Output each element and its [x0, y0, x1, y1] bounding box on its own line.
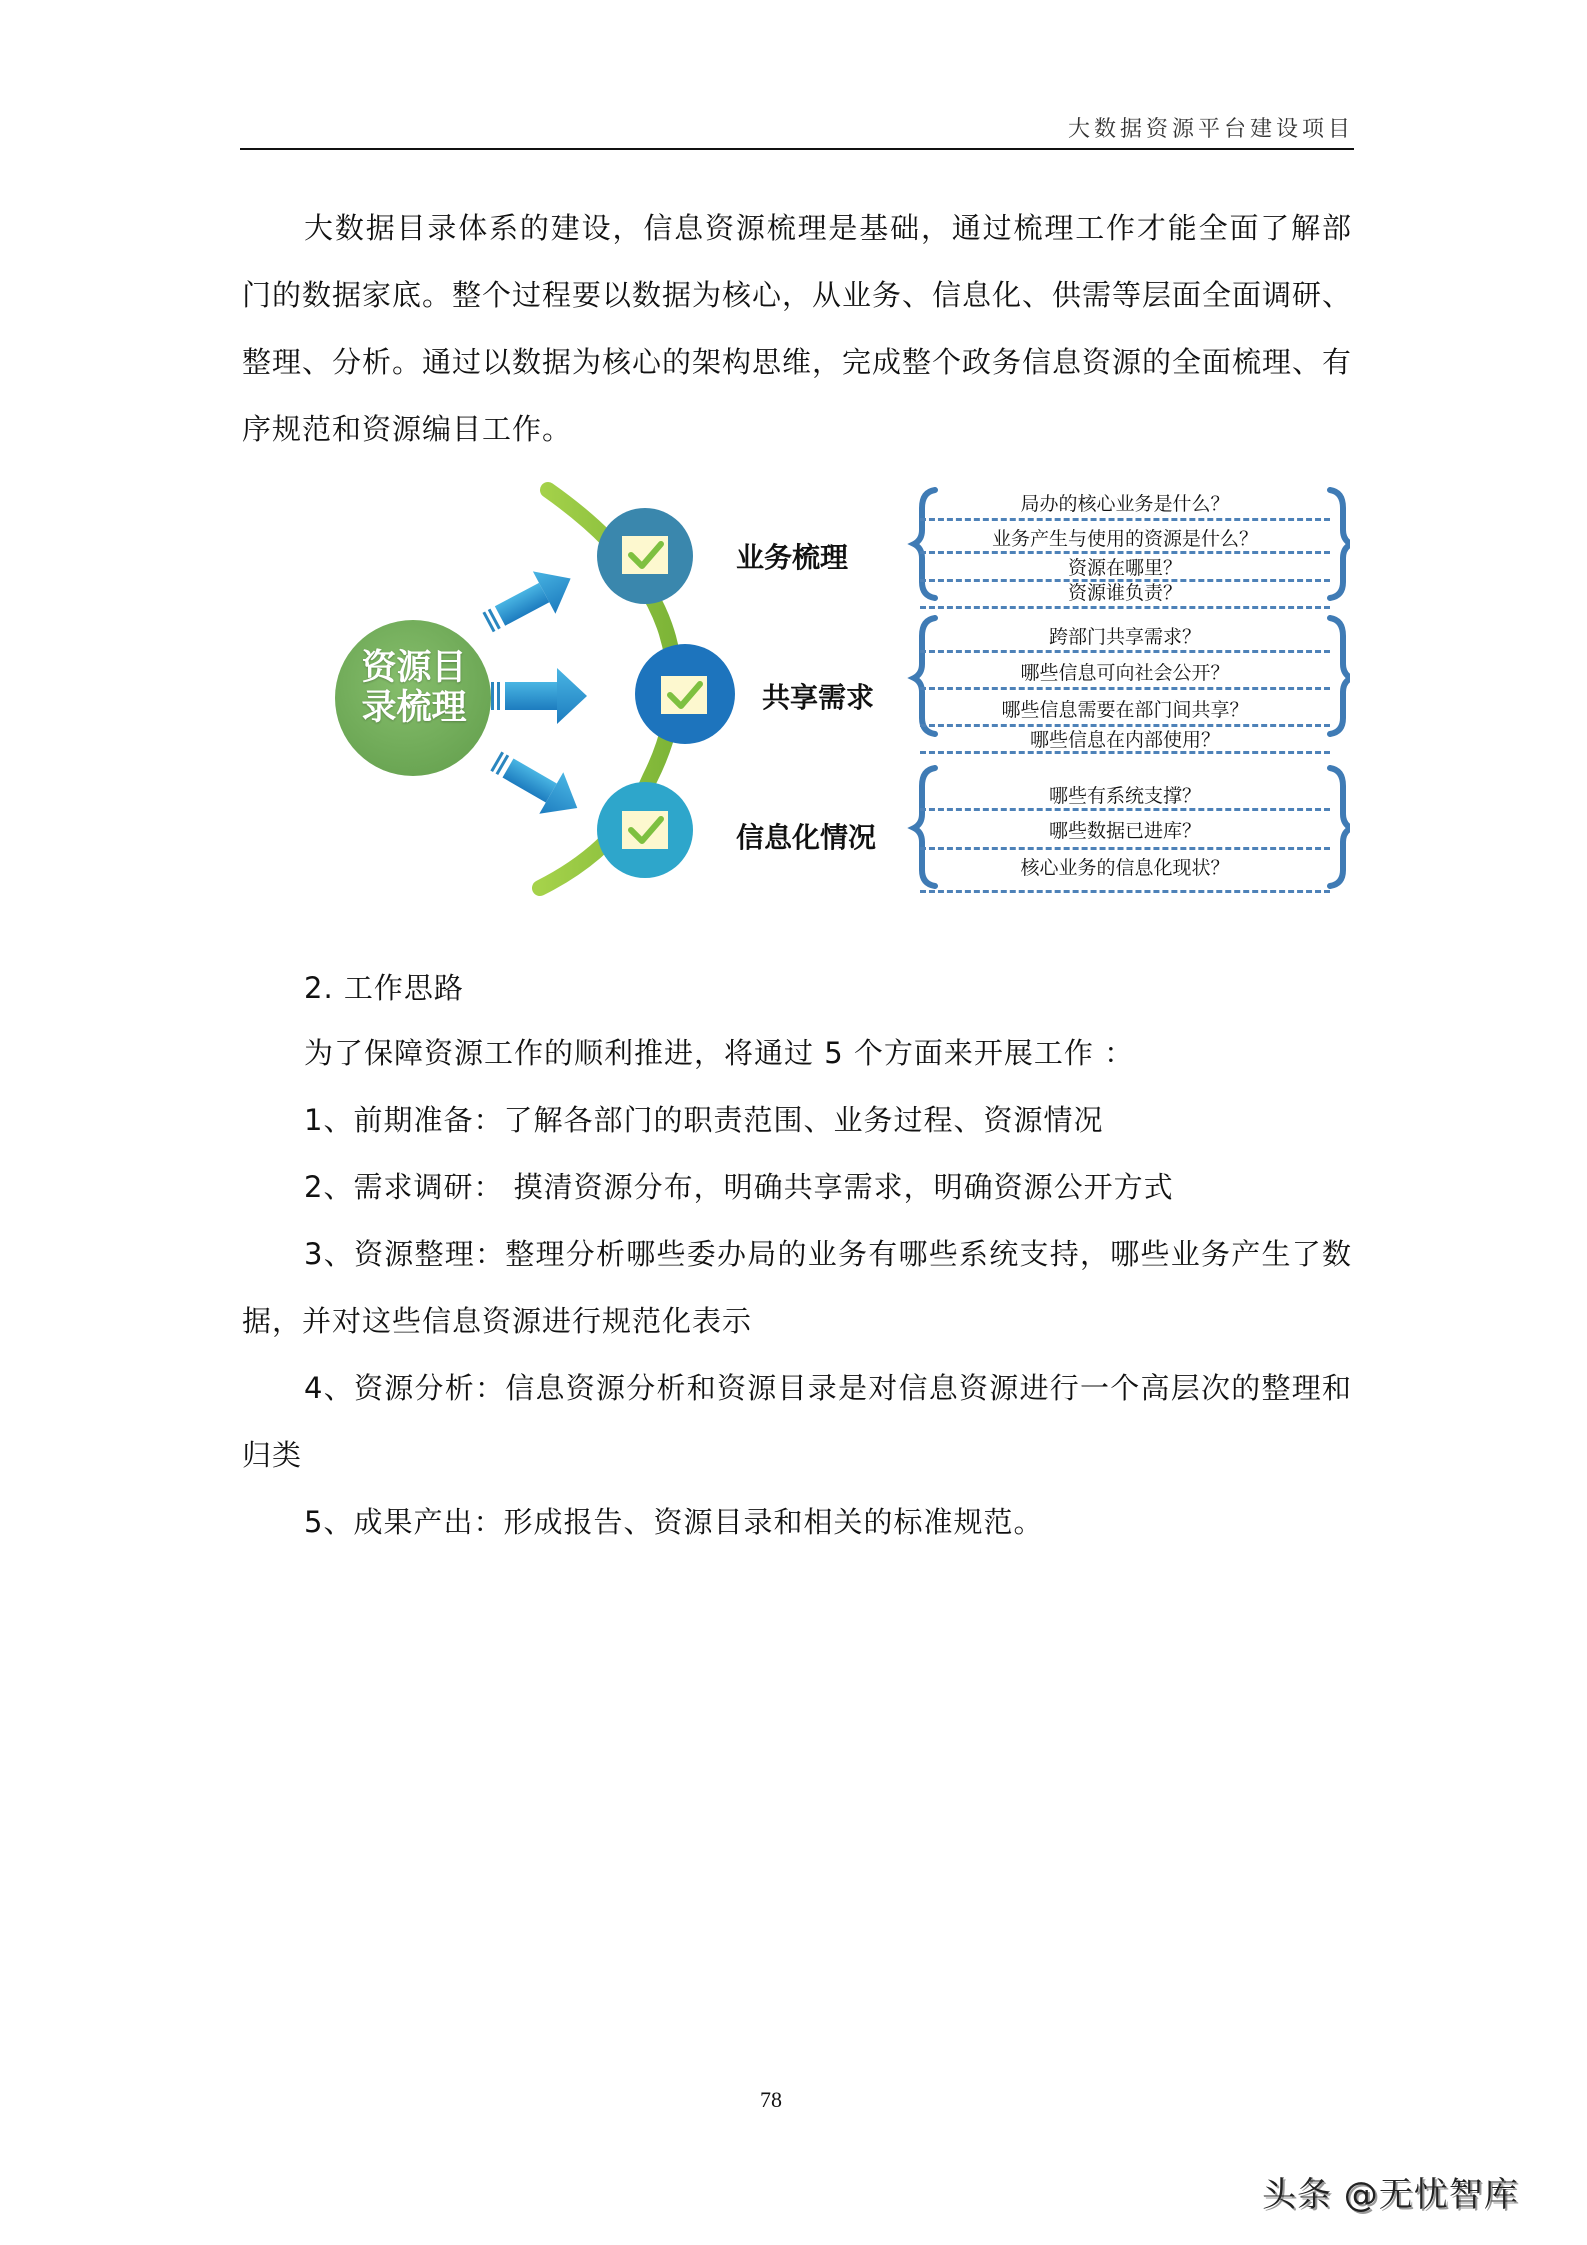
- resource-catalog-diagram: [300, 478, 1350, 918]
- header-divider: [240, 148, 1354, 150]
- section-title: 2. 工作思路: [304, 971, 464, 1005]
- intro-paragraph: 大数据目录体系的建设，信息资源梳理是基础，通过梳理工作才能全面了解部门的数据家底。整个过程要以数据为核心，从业务、信息化、供需等层面全面调研、整理、分析。通过以数据为核心的架构思维，完成整个政务信息资源的全面梳理、有序规范和资源编目工作。: [242, 211, 1353, 446]
- center-circle-label: [336, 648, 492, 728]
- node-label-sharing: 共享需求: [762, 681, 875, 714]
- question-item: 资源在哪里？: [920, 554, 1330, 582]
- watermark: 头条 @无忧智库: [1262, 2175, 1519, 2215]
- question-group-sharing: [920, 624, 1330, 754]
- question-item: 哪些信息需要在部门间共享？: [920, 690, 1330, 727]
- question-group-business: [920, 492, 1330, 609]
- work-approach-section: [242, 1020, 1352, 1556]
- question-item: 哪些数据已进库？: [920, 811, 1330, 850]
- node-label-informatization: 信息化情况: [736, 821, 877, 854]
- center-label-line2: 录梳理: [361, 688, 467, 728]
- question-group-informatization: [920, 774, 1330, 893]
- arrow-icon-down: [484, 740, 589, 829]
- section-lead: 为了保障资源工作的顺利推进，将通过 5 个方面来开展工作 ：: [304, 1036, 1135, 1070]
- point-item: 1、前期准备：了解各部门的职责范围、业务过程、资源情况: [304, 1103, 1104, 1137]
- point-item: 2、需求调研： 摸清资源分布，明确共享需求，明确资源公开方式: [304, 1170, 1174, 1204]
- section-heading: [242, 955, 1352, 1022]
- arrow-icon-up: [476, 557, 582, 644]
- question-item: 哪些有系统支撑？: [920, 774, 1330, 811]
- question-item: 哪些信息在内部使用？: [920, 727, 1330, 754]
- question-item: 核心业务的信息化现状？: [920, 850, 1330, 893]
- question-item: 业务产生与使用的资源是什么？: [920, 521, 1330, 554]
- checkmark-icon: [622, 811, 668, 849]
- intro-section: [242, 195, 1352, 463]
- arrow-icon-right: [491, 668, 587, 724]
- document-title: 大数据资源平台建设项目: [1067, 117, 1354, 142]
- question-item: 局办的核心业务是什么？: [920, 492, 1330, 521]
- question-item: 跨部门共享需求？: [920, 624, 1330, 653]
- point-item: 4、资源分析：信息资源分析和资源目录是对信息资源进行一个高层次的整理和归类: [242, 1371, 1352, 1472]
- center-label-line1: 资源目: [361, 648, 467, 688]
- question-item: 资源谁负责？: [920, 582, 1330, 609]
- checkmark-icon: [622, 536, 668, 574]
- point-item: 3、资源整理：整理分析哪些委办局的业务有哪些系统支持，哪些业务产生了数据，并对这些信息资源进行规范化表示: [242, 1237, 1352, 1338]
- question-item: 哪些信息可向社会公开？: [920, 653, 1330, 690]
- page-header: [240, 110, 1354, 150]
- page-number: 78: [760, 2087, 782, 2112]
- node-label-business: 业务梳理: [736, 541, 849, 574]
- checkmark-icon: [661, 676, 707, 714]
- point-item: 5、成果产出：形成报告、资源目录和相关的标准规范。: [304, 1505, 1044, 1539]
